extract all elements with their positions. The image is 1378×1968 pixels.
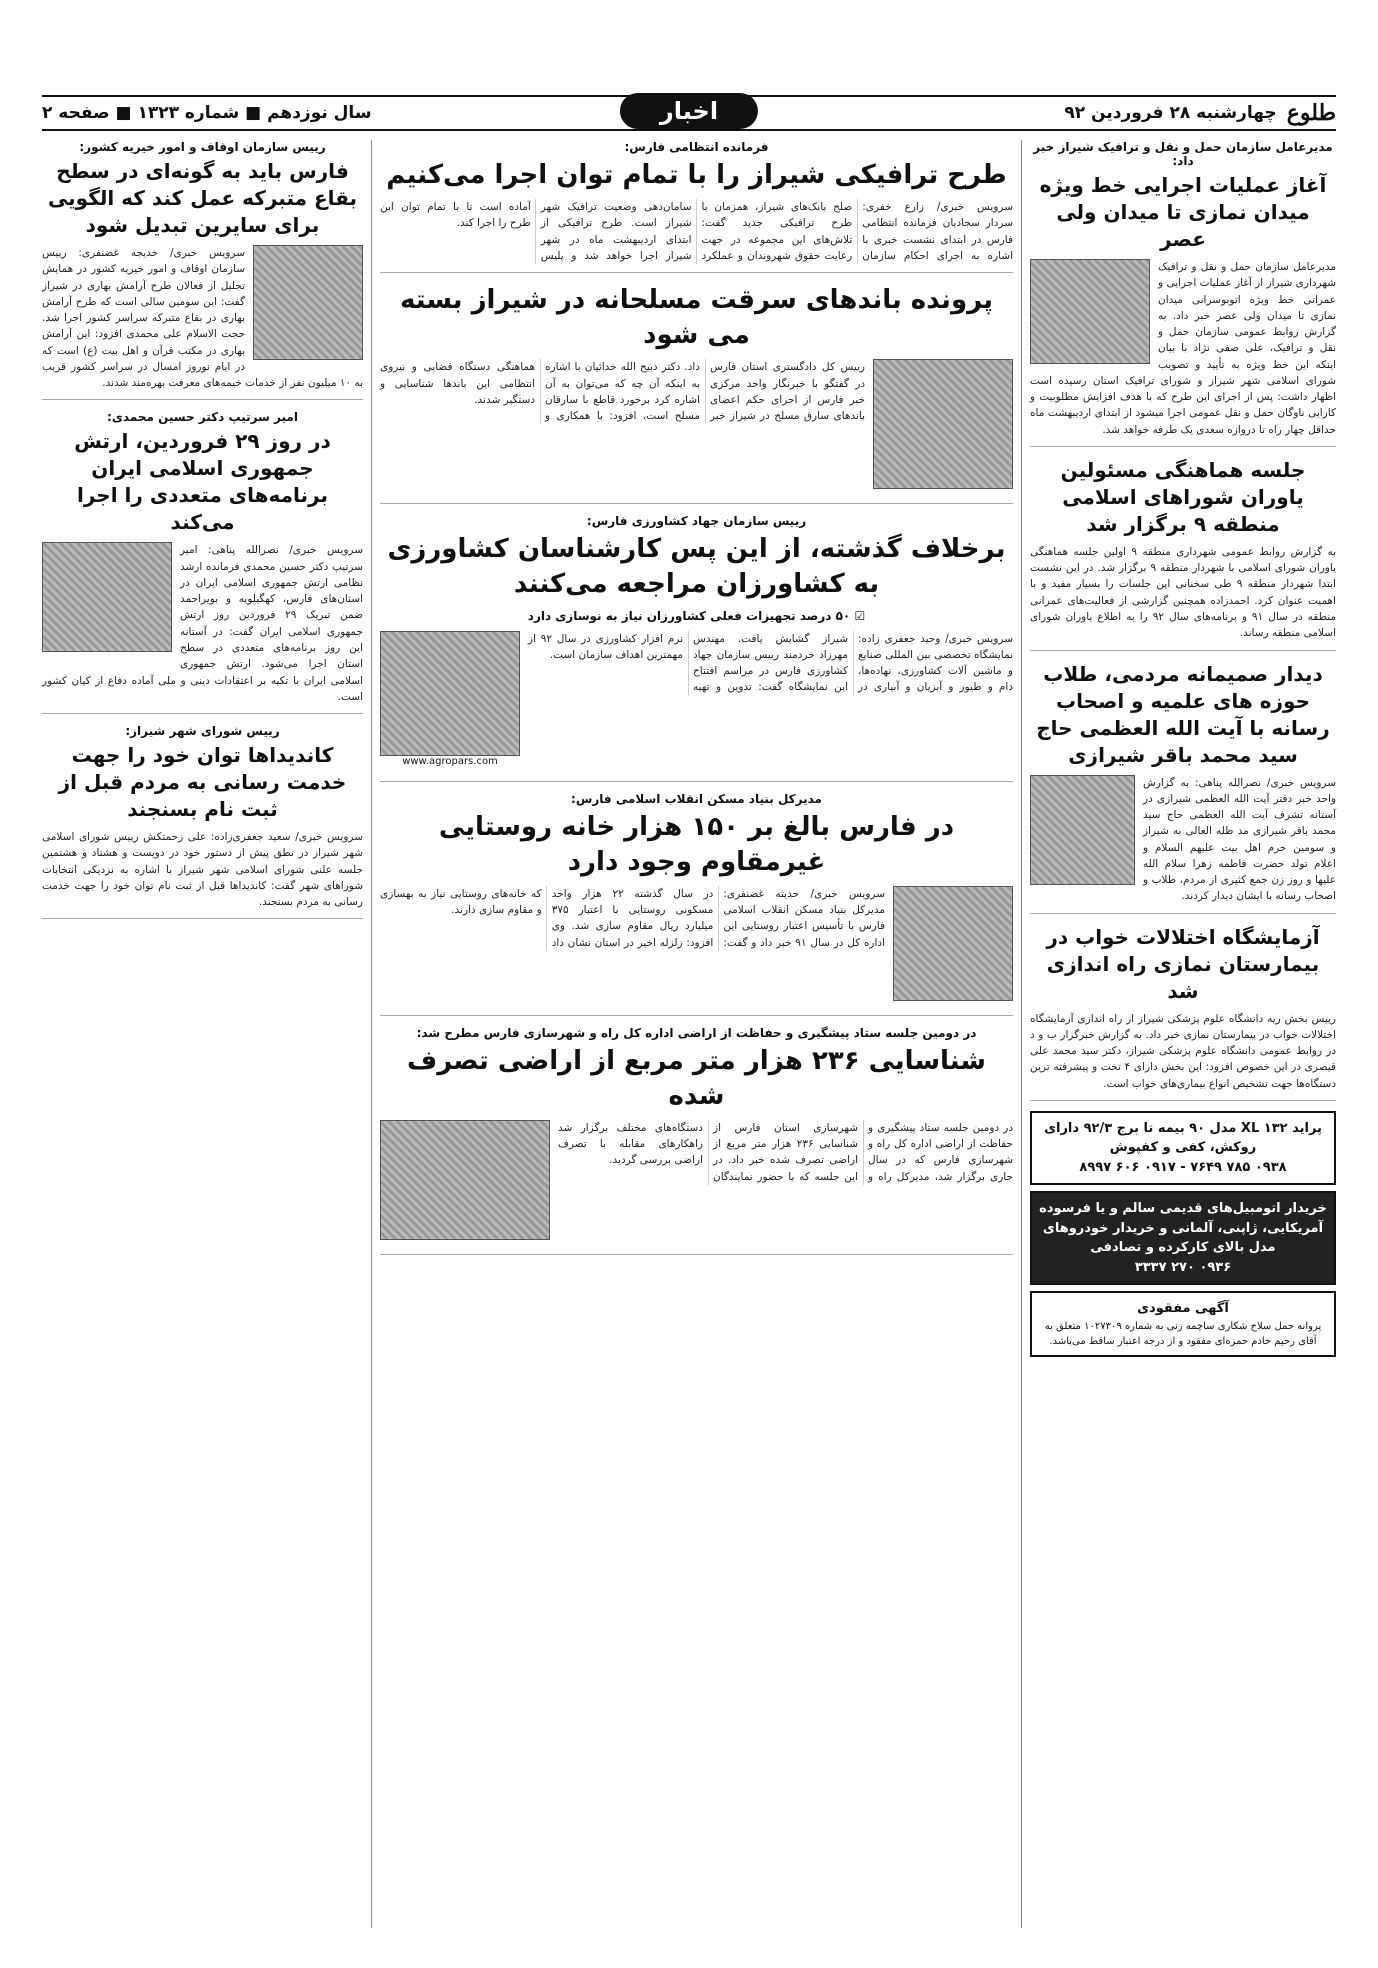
meeting-photo — [380, 1120, 550, 1240]
article-title: پرونده باندهای سرقت مسلحانه در شیراز بسته می شود — [399, 285, 994, 351]
article-traffic-plan — [380, 140, 1013, 273]
article-title: فارس باید به گونه‌ای در سطح بقاع متبرکه عمل کند که الگویی برای سایرین تبدیل شود — [47, 159, 358, 237]
article-body: سرویس خبری/ خدیجه غضنفری: رییس سازمان اوقاف و امور خیریه کشور در همایش تجلیل از فعالان طرح آرامش بهاری در شیراز گفت: این سومین سالی است که طرح آرامش بهاری در بقاع متبرکه سراسر کشور اجرا شد. حجت الاسلام علی محمدی افزود: این آرامش بهاری در مکتب قرآن و اهل بیت (ع) است که در ایام نوروز امسال در سراسر کشور قریب به ۱۰ میلیون نفر از خدمات خیمه‌های معرفت بهره‌مند شدند. — [42, 247, 363, 390]
classified-ad-buyer — [1030, 1191, 1336, 1285]
article-sleep-lab — [1030, 924, 1336, 1101]
article-kicker: رییس سازمان اوقاف و امور خیریه کشور: — [79, 140, 326, 154]
article-body: در دومین جلسه ستاد پیشگیری و حفاظت از اراضی اداره کل راه و شهرسازی فارس که در سال جاری برگزار شد، مدیرکل راه و شهرسازی استان فارس از شناسایی ۲۳۶ هزار متر مربع از اراضی تصرف شده خبر داد. در این جلسه که با حضور نمایندگان دستگاه‌های مختلف برگزار شد راهکارهای مقابله با تصرف اراضی بررسی گردید. — [558, 1121, 1013, 1183]
issue-date: چهارشنبه ۲۸ فروردین ۹۲ — [1064, 103, 1277, 123]
article-subtitle: ☑ ۵۰ درصد تجهیزات فعلی کشاورزان نیاز به نوسازی دارد — [527, 608, 866, 623]
article-army-day — [42, 410, 363, 714]
article-rural-housing — [380, 792, 1013, 1016]
article-body: رییس بخش ریه دانشگاه علوم پزشکی شیراز از راه اندازی آزمایشگاه اختلالات خواب در بیمارستان نمازی خبر داد. به گزارش خبرگزار ب و د در روابط عمومی دانشگاه علوم پزشکی شیراز، دکتر سید محمد علی قیصری در این خصوص افزود: این بخش دارای ۴ تخت و پیشرفته ترین دستگاه‌ها جهت تشخیص انواع بیماری‌های خواب است. — [1030, 1012, 1336, 1090]
article-land-seizure — [380, 1026, 1013, 1255]
official-photo — [1030, 259, 1150, 364]
issue-number: سال نوزدهم ■ شماره ۱۳۲۳ ■ صفحه ۲ — [42, 103, 372, 123]
article-kicker: مدیرکل بنیاد مسکن انقلاب اسلامی فارس: — [571, 791, 822, 806]
article-title: دیدار صمیمانه مردمی، طلاب حوزه های علمیه و اصحاب رسانه با آیت الله العظمی حاج سید محمد باقر شیرازی — [1036, 661, 1330, 767]
article-body: سرویس خبری/ حدیثه غضنفری: مدیرکل بنیاد مسکن انقلاب اسلامی فارس با تأسیس اعتبار روستایی این اداره کل در سال ۹۱ خبر داد و گفت: در سال گذشته ۲۲ هزار واحد مسکونی روستایی با اعتبار ۳۷۵ میلیارد ریال مقاوم سازی شد. وی افزود: زلزله اخیر در استان نشان داد که خانه‌های روستایی نیاز به بهسازی و مقاوم سازی دارند. — [380, 887, 885, 949]
article-body: سرویس خبری/ نصرالله پناهی: امیر سرتیپ دکتر حسین محمدی فرمانده ارشد نظامی ارتش جمهوری اسلامی ایران در استان‌های فارس، کهگیلویه و بویراحمد ضمن تبریک ۲۹ فروردین روز ارتش جمهوری اسلامی ایران گفت: در آستانه این روز برنامه‌های متعددی در سطح استان اجرا می‌شود. ارتش جمهوری اسلامی ایران با تکیه بر اعتقادات دینی و ملی آماده دفاع از کیان کشور است. — [42, 544, 363, 703]
article-bus-lane — [1030, 140, 1336, 447]
article-title: آزمایشگاه اختلالات خواب در بیمارستان نمازی راه اندازی شد — [1046, 924, 1320, 1003]
commander-photo — [42, 542, 172, 652]
article-kicker: در دومین جلسه ستاد پیشگیری و حفاظت از اراضی اداره کل راه و شهرسازی فارس مطرح شد: — [416, 1025, 977, 1040]
cleric-photo — [253, 245, 363, 360]
article-kicker: فرمانده انتظامی فارس: — [624, 140, 769, 154]
article-title: شناسایی ۲۳۶ هزار متر مربع از اراضی تصرف شده — [407, 1045, 986, 1111]
article-body: سرویس خبری/ زارع خفری: سردار سجادیان فرمانده انتظامی فارس در ابتدای نشست خبری با اشاره به اجرای احکام سازمان صلح بانک‌های شیراز، همزمان با طرح ترافیکی جدید گفت: تلاش‌های این مجموعه در جهت رعایت حقوق شهروندان و عملکرد سامان‌دهی وضعیت ترافیک شهر شیراز است. طرح ترافیکی از ابتدای اردیبهشت ماه در شهر شیراز اجرا خواهد شد و پلیس آماده است تا با تمام توان این طرح را اجرا کند. — [380, 201, 1013, 262]
official-photo — [873, 359, 1013, 489]
article-agriculture — [380, 514, 1013, 781]
cleric-photo — [1030, 775, 1135, 885]
official-photo — [893, 886, 1013, 1001]
photo-caption: www.agropars.com — [402, 755, 498, 767]
ad-text: خریدار اتومبیل‌های قدیمی سالم و یا فرسوده آمریکایی، ژاپنی، آلمانی و خریدار خودروهای مدل بالای کارکرده و تصادفی — [1039, 1201, 1327, 1256]
article-title: در روز ۲۹ فروردین، ارتش جمهوری اسلامی ایران برنامه‌های متعددی را اجرا می‌کند — [74, 429, 331, 535]
article-title: جلسه هماهنگی مسئولین یاوران شوراهای اسلامی منطقه ۹ برگزار شد — [1060, 457, 1306, 536]
official-photo — [380, 631, 520, 756]
lost-notice — [1030, 1291, 1336, 1357]
left-column — [42, 140, 372, 1928]
ad-text: پروانه حمل سلاح شکاری ساچمه زنی به شماره ۱۰۲۷۳۰۹ متعلق به آقای رحیم خادم حمزه‌ای مفقود و از درجه اعتبار ساقط می‌باشد. — [1044, 1320, 1322, 1347]
article-body: سرویس خبری/ وحید جعفری زاده: نمایشگاه تخصصی بین المللی صنایع و ماشین آلات کشاورزی، نهاده‌ها، دام و طیور و آبزیان و آبیاری در شیراز گشایش یافت. مهندس مهرزاد خردمند رییس سازمان جهاد کشاورزی فارس در مراسم افتتاح این نمایشگاه گفت: تدوین و تهیه نرم افزار کشاورزی در سال ۹۲ از مهمترین اهداف سازمان است. — [528, 632, 1013, 694]
ad-phone: ۰۹۳۶ ۲۷۰ ۳۳۳۷ — [1134, 1259, 1232, 1275]
article-kicker: رییس سازمان جهاد کشاورزی فارس: — [586, 514, 807, 529]
article-title: طرح ترافیکی شیراز را با تمام توان اجرا می‌کنیم — [386, 160, 1007, 190]
article-kicker: رییس شورای شهر شیراز: — [125, 724, 280, 739]
masthead — [42, 95, 1336, 131]
article-body: مدیرعامل سازمان حمل و نقل و ترافیک شهرداری شیراز از آغاز عملیات اجرایی و عمرانی خط ویژه اتوبوسرانی میدان نمازی تا میدان ولی عصر خبر داد. به گزارش روابط عمومی سازمان حمل و نقل و ترافیک، علی صفی نژاد با بیان اینکه این خط ویژه به تأیید و تصویب شورای اسلامی شهر شیراز و شورای ترافیک استان رسیده است اظهار داشت: پس از اجرای این طرح که با هدف افزایش مطلوبیت و کارایی ناوگان حمل و نقل عمومی اجرا میشود از ابتدای اردیبهشت ماه حداقل چهار راه تا دروازه سعدی یک طرفه خواهد شد. — [1030, 261, 1336, 436]
article-city-council — [42, 724, 363, 919]
article-kicker: مدیرعامل سازمان حمل و نقل و ترافیک شیراز خبر داد: — [1033, 140, 1333, 168]
middle-column — [372, 140, 1021, 1928]
right-column — [1021, 140, 1336, 1928]
newspaper-logo: طلوع — [1286, 100, 1336, 126]
article-title: کاندیداها توان خود را جهت خدمت رسانی به مردم قبل از ثبت نام بسنجند — [58, 743, 347, 822]
article-body: سرویس خبری/ نصرالله پناهی: به گزارش واحد خبر دفتر آیت الله العظمی شیرازی در آستانه تشرف آیت الله العظمی حاج سید محمد باقر شیرازی مد ظله العالی به شیراز و سومین حرم اهل بیت علیهم السلام و اعلام تولد حضرت فاطمه زهرا سلام الله علیها و روز زن جمع کثیری از مردم، طلاب و اصحاب رسانه با ایشان دیدار کردند. — [1143, 776, 1336, 903]
article-ayatollah-visit — [1030, 661, 1336, 914]
article-title: در فارس بالغ بر ۱۵۰ هزار خانه روستایی غیرمقاوم وجود دارد — [438, 811, 955, 877]
ad-title: آگهی مفقودی — [1137, 1301, 1229, 1317]
article-endowments — [42, 140, 363, 400]
classified-ad-car — [1030, 1111, 1336, 1186]
section-title: اخبار — [620, 93, 758, 129]
ad-text: پراید ۱۳۲ XL مدل ۹۰ بیمه تا برج ۹۲/۳ دارای روکش، کفی و کفپوش — [1044, 1120, 1322, 1156]
article-body: رییس کل دادگستری استان فارس در گفتگو با خبرنگار واحد مرکزی خبر فارس از اجرای حکم اعضای باندهای سارق مسلح در شیراز خبر داد. دکتر ذبیح الله خدائیان با اشاره به اینکه آن چه که می‌توان به آن اشاره کرد برخورد قاطع با سارقان مسلح است، افزود: با همکاری و هماهنگی دستگاه قضایی و نیروی انتظامی این باندها شناسایی و دستگیر شدند. — [380, 361, 865, 423]
article-council-meeting — [1030, 457, 1336, 651]
ad-phone: ۰۹۳۸ ۷۸۵ ۷۶۴۹ - ۰۹۱۷ ۶۰۶ ۸۹۹۷ — [1079, 1159, 1287, 1175]
article-title: برخلاف گذشته، از این پس کارشناسان کشاورزی به کشاورزان مراجعه می‌کنند — [387, 534, 1006, 600]
article-armed-robbery — [380, 283, 1013, 504]
article-body: سرویس خبری/ سعید جعفری‌زاده: علی زحمتکش رییس شورای اسلامی شهر شیراز در نطق پیش از دستور خود در دویست و هشتاد و هشتمین جلسه علنی شورای اسلامی شهر شیراز با اشاره به نزدیکی انتخابات شوراهای شهر گفت: کاندیداها قبل از ثبت نام توان خود را جهت خدمت رسانی به مردم بسنجند. — [42, 831, 363, 909]
article-kicker: امیر سرتیپ دکتر حسین محمدی: — [107, 410, 298, 425]
article-title: آغاز عملیات اجرایی خط ویژه میدان نمازی تا میدان ولی عصر — [1039, 173, 1327, 251]
article-body: به گزارش روابط عمومی شهرداری منطقه ۹ اولین جلسه هماهنگی یاوران شورای اسلامی با شهردار منطقه ۹ برگزار شد. در این نشست ابتدا شهردار منطقه ۹ طی سخنانی این جلسات را بسیار مفید و با اهمیت عنوان کرد. احمدزاده همچنین گزارشی از فعالیت‌های عمرانی منطقه در سال ۹۱ و برنامه‌های سال ۹۲ را به اطلاع یاوران شورای اسلامی منطقه رساند. — [1030, 545, 1336, 640]
